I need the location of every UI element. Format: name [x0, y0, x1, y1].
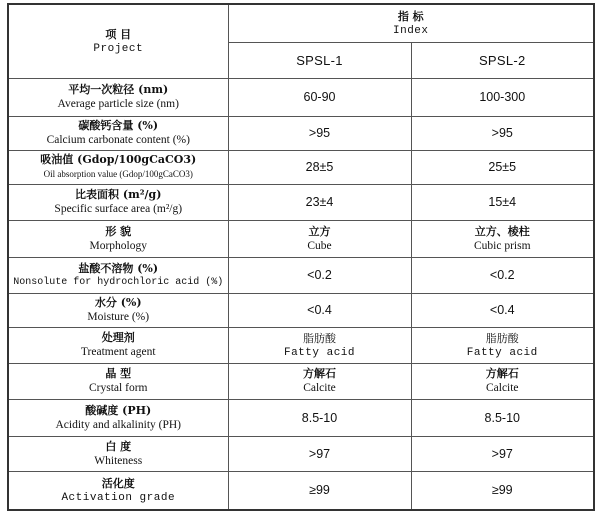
index-header-en: Index: [393, 24, 429, 37]
row-label-en: Specific surface area (m²/g): [54, 203, 183, 215]
table-row: [8, 471, 594, 510]
value-spsl-2: 25±5: [411, 150, 594, 184]
value-spsl-1: 8.5-10: [228, 399, 411, 436]
value-spsl-2: 8.5-10: [411, 399, 594, 436]
table-row: [8, 184, 594, 220]
row-label-cn: 平均一次粒径 (nm): [68, 83, 169, 96]
row-label-cn: 碳酸钙含量 (%): [78, 119, 159, 132]
project-header-en: Project: [93, 42, 144, 55]
value-spsl-1: [228, 363, 411, 399]
value-spsl-2: >95: [411, 116, 594, 150]
value-spsl-2-cn: 脂肪酸: [485, 331, 519, 345]
value-spsl-1: >97: [228, 436, 411, 471]
value-spsl-1-cn: 立方: [308, 224, 331, 238]
row-label-en: Moisture (%): [87, 311, 150, 323]
row-label: [8, 327, 228, 363]
row-label: [8, 116, 228, 150]
value-spsl-2-cn: 立方、棱柱: [474, 224, 530, 238]
value-spsl-2: [411, 327, 594, 363]
row-label: [8, 471, 228, 510]
value-spsl-2: >97: [411, 436, 594, 471]
table-row: [8, 220, 594, 257]
model-1-header: SPSL-1: [228, 42, 411, 78]
index-header-cell: [228, 4, 594, 42]
table-row: [8, 116, 594, 150]
value-spsl-1: 23±4: [228, 184, 411, 220]
value-spsl-1: ≥99: [228, 471, 411, 510]
table-row: [8, 257, 594, 293]
row-label-en: Average particle size (nm): [57, 98, 179, 110]
row-label-cn: 白 度: [105, 439, 132, 453]
value-spsl-1: <0.2: [228, 257, 411, 293]
row-label: [8, 363, 228, 399]
value-spsl-1: <0.4: [228, 293, 411, 327]
row-label-cn: 吸油值 (Gdop/100gCaCO3): [40, 153, 197, 166]
row-label: [8, 220, 228, 257]
row-label-en: Oil absorption value (Gdop/100gCaCO3): [43, 169, 193, 179]
value-spsl-1: [228, 327, 411, 363]
value-spsl-1-cn: 方解石: [303, 367, 336, 380]
row-label: [8, 399, 228, 436]
value-spsl-1-cn: 脂肪酸: [303, 331, 336, 345]
row-label-cn: 酸碱度 (PH): [85, 403, 152, 417]
table-row: [8, 436, 594, 471]
value-spsl-2-en: Calcite: [485, 382, 519, 394]
value-spsl-2-en: Cubic prism: [473, 239, 531, 252]
value-spsl-2-cn: 方解石: [485, 367, 519, 380]
table-row: [8, 293, 594, 327]
row-label-en: Crystal form: [89, 382, 148, 394]
row-label-en: Morphology: [89, 239, 147, 252]
value-spsl-2-en: Fatty acid: [466, 346, 538, 359]
value-spsl-1-en: Fatty acid: [283, 346, 355, 359]
row-label: [8, 184, 228, 220]
row-label-en: Nonsolute for hydrochloric acid (%): [13, 276, 224, 288]
value-spsl-2: <0.2: [411, 257, 594, 293]
value-spsl-2: [411, 220, 594, 257]
row-label: [8, 257, 228, 293]
row-label: [8, 78, 228, 116]
value-spsl-2: [411, 363, 594, 399]
table-row: [8, 363, 594, 399]
table-row: [8, 399, 594, 436]
row-label-cn: 晶 型: [105, 367, 132, 380]
row-label-cn: 处理剂: [101, 331, 135, 344]
row-label-cn: 盐酸不溶物 (%): [78, 261, 159, 275]
value-spsl-1-en: Calcite: [303, 382, 336, 394]
value-spsl-2: <0.4: [411, 293, 594, 327]
value-spsl-1: 60-90: [228, 78, 411, 116]
project-header-cell: [8, 4, 228, 78]
row-label: [8, 150, 228, 184]
value-spsl-2: ≥99: [411, 471, 594, 510]
row-label-en: Calcium carbonate content (%): [46, 134, 190, 146]
row-label-cn: 比表面积 (m²/g): [75, 188, 162, 201]
value-spsl-1: >95: [228, 116, 411, 150]
row-label-cn: 活化度: [101, 476, 135, 490]
row-label-cn: 形 貌: [105, 224, 132, 238]
row-label: [8, 436, 228, 471]
project-header-cn: 项 目: [105, 27, 132, 41]
value-spsl-1: [228, 220, 411, 257]
row-label: [8, 293, 228, 327]
row-label-cn: 水分 (%): [94, 296, 142, 309]
value-spsl-2: 100-300: [411, 78, 594, 116]
header-row: [8, 4, 594, 42]
index-header-cn: 指 标: [397, 9, 424, 23]
value-spsl-1: 28±5: [228, 150, 411, 184]
model-2-header: SPSL-2: [411, 42, 594, 78]
row-label-en: Activation grade: [61, 491, 176, 504]
row-label-en: Acidity and alkalinity (PH): [55, 418, 182, 431]
row-label-en: Treatment agent: [80, 346, 156, 358]
table-row: [8, 150, 594, 184]
value-spsl-2: 15±4: [411, 184, 594, 220]
row-label-en: Whiteness: [94, 454, 143, 467]
table-row: [8, 78, 594, 116]
value-spsl-1-en: Cube: [307, 239, 332, 252]
table-row: [8, 327, 594, 363]
spec-table: [7, 3, 595, 511]
